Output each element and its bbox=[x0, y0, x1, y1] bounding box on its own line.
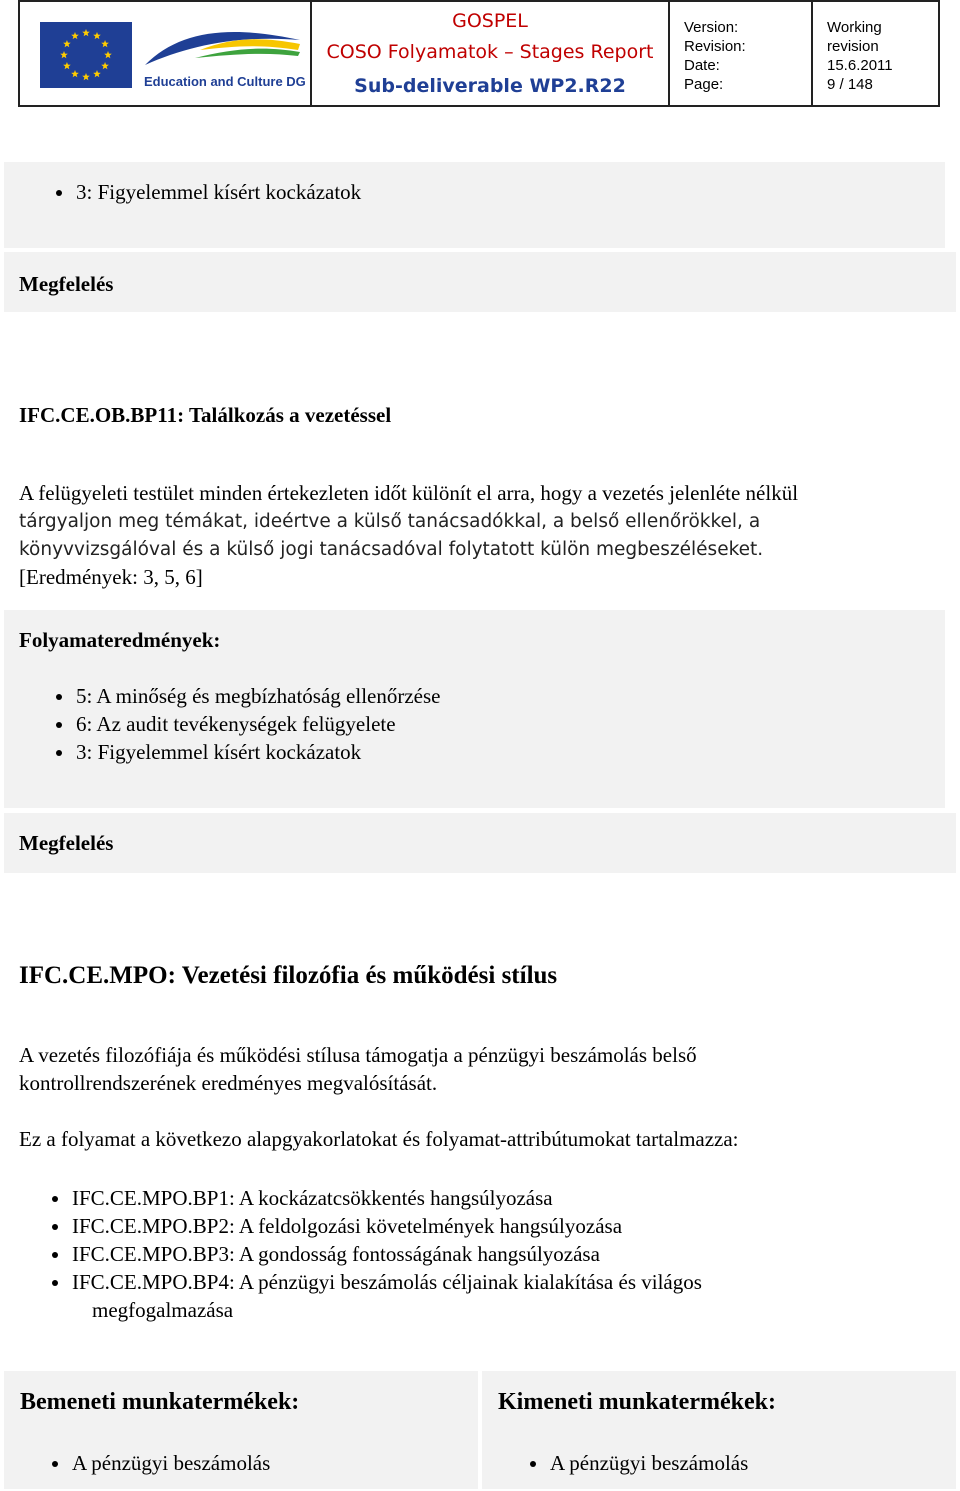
eu-star-icon bbox=[63, 62, 71, 69]
report-title: COSO Folyamatok – Stages Report bbox=[326, 41, 654, 63]
eu-logo-cell bbox=[20, 2, 312, 105]
list-item: IFC.CE.MPO.BP2: A feldolgozási követelmények hangsúlyozása bbox=[0, 1212, 940, 1240]
eu-star-icon bbox=[71, 32, 79, 39]
list-item: IFC.CE.MPO.BP3: A gondosság fontosságának hangsúlyozása bbox=[0, 1240, 940, 1268]
list-item: 3: Figyelemmel kísért kockázatok bbox=[4, 178, 361, 206]
input-products-box bbox=[4, 1371, 478, 1489]
eu-star-icon bbox=[63, 40, 71, 47]
header-meta-labels bbox=[670, 2, 813, 105]
mpo-bullet-4-continuation: megfogalmazása bbox=[92, 1298, 234, 1322]
bp11-line-1: A felügyeleti testület minden értekezleten időt különít el arra, hogy a vezetés jelenléte nélkül bbox=[19, 481, 799, 505]
version-label: Version: bbox=[684, 19, 739, 36]
process-results-box bbox=[4, 610, 945, 808]
deliverable-id: Sub-deliverable WP2.R22 bbox=[354, 75, 626, 97]
compliance-box-2 bbox=[4, 813, 956, 873]
mpo-practice-list bbox=[0, 1184, 940, 1296]
section-heading-mpo: IFC.CE.MPO: Vezetési filozófia és működési stílus bbox=[19, 962, 558, 989]
page-label: Page: bbox=[684, 76, 724, 93]
eu-star-icon bbox=[60, 51, 68, 58]
risk-bullets-box bbox=[4, 162, 945, 248]
list-item: 3: Figyelemmel kísért kockázatok bbox=[4, 738, 441, 766]
mpo-intro: Ez a folyamat a következo alapgyakorlatokat és folyamat-attribútumokat tartalmazza: bbox=[19, 1127, 739, 1151]
list-item: A pénzügyi beszámolás bbox=[478, 1449, 748, 1477]
bp11-results: [Eredmények: 3, 5, 6] bbox=[19, 565, 203, 589]
output-products-heading: Kimeneti munkatermékek: bbox=[498, 1389, 776, 1415]
eu-star-icon bbox=[93, 32, 101, 39]
dg-swoosh-logo bbox=[140, 20, 305, 70]
list-item: IFC.CE.MPO.BP4: A pénzügyi beszámolás céljainak kialakítása és világos bbox=[0, 1268, 940, 1296]
output-products-box bbox=[482, 1371, 956, 1489]
eu-star-icon bbox=[101, 62, 109, 69]
revision-label: Revision: bbox=[684, 38, 746, 55]
list-item: 6: Az audit tevékenységek felügyelete bbox=[4, 710, 441, 738]
compliance-heading: Megfelelés bbox=[19, 831, 114, 855]
process-results-heading: Folyamateredmények: bbox=[19, 628, 221, 652]
mpo-line-1: A vezetés filozófiája és működési stílusa támogatja a pénzügyi beszámolás belső bbox=[19, 1043, 697, 1067]
input-products-heading: Bemeneti munkatermékek: bbox=[20, 1389, 300, 1415]
compliance-heading: Megfelelés bbox=[19, 272, 114, 296]
eu-star-icon bbox=[82, 29, 90, 36]
mpo-line-2: kontrollrendszerének eredményes megvalósítását. bbox=[19, 1071, 438, 1095]
eu-star-icon bbox=[104, 51, 112, 58]
eu-flag-icon bbox=[40, 22, 132, 88]
eu-star-icon bbox=[82, 73, 90, 80]
list-item: 5: A minőség és megbízhatóság ellenőrzése bbox=[4, 682, 441, 710]
process-results-list bbox=[4, 682, 441, 766]
revision-value: revision bbox=[827, 38, 879, 55]
project-name: GOSPEL bbox=[452, 10, 528, 32]
version-value: Working bbox=[827, 19, 882, 36]
date-label: Date: bbox=[684, 57, 720, 74]
document-header bbox=[18, 0, 940, 107]
date-value: 15.6.2011 bbox=[827, 57, 893, 74]
eu-star-icon bbox=[71, 70, 79, 77]
compliance-box-1 bbox=[4, 252, 956, 312]
output-products-list bbox=[478, 1449, 748, 1477]
section-heading-bp11: IFC.CE.OB.BP11: Találkozás a vezetéssel bbox=[19, 403, 392, 427]
list-item: A pénzügyi beszámolás bbox=[0, 1449, 270, 1477]
page-number: 9 / 148 bbox=[827, 76, 873, 93]
logo-caption: Education and Culture DG bbox=[144, 74, 306, 89]
header-title-cell bbox=[312, 2, 670, 105]
header-meta-values bbox=[813, 2, 938, 105]
list-item: IFC.CE.MPO.BP1: A kockázatcsökkentés hangsúlyozása bbox=[0, 1184, 940, 1212]
bp11-line-3: könyvvizsgálóval és a külső jogi tanácsadóval folytatott külön megbeszéléseket. bbox=[19, 539, 764, 560]
eu-star-icon bbox=[93, 70, 101, 77]
risk-bullet-list bbox=[4, 178, 361, 206]
eu-star-icon bbox=[101, 40, 109, 47]
input-products-list bbox=[0, 1449, 270, 1477]
bp11-line-2: tárgyaljon meg témákat, ideértve a külső tanácsadókkal, a belső ellenőrökkel, a bbox=[19, 511, 761, 532]
